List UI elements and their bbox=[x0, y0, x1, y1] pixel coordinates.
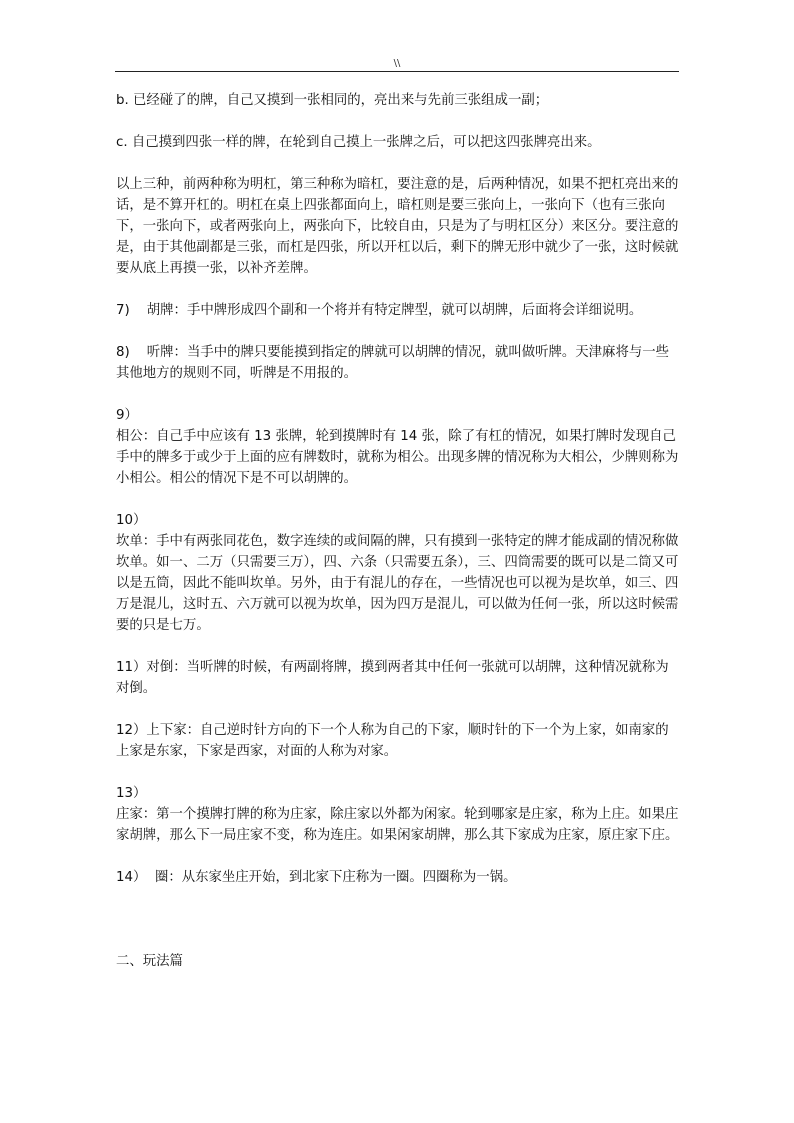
page-header-mark: \\ bbox=[393, 58, 401, 69]
paragraph-item-7: 7) 胡牌：手中牌形成四个副和一个将并有特定牌型，就可以胡牌，后面将会详细说明。 bbox=[116, 303, 643, 318]
paragraph-gang-summary: 以上三种，前两种称为明杠，第三种称为暗杠，要注意的是，后两种情况，如果不把杠亮出来的话，是不算开杠的。明杠在桌上四张都面向上，暗杠则是要三张向上，一张向下（也有三张向下，一张向下，或者两张向上，两张向下，比较自由，只是为了与明杠区分）来区分。要注意的是，由于其他副都是三张，而杠是四张，所以开杠以后，剩下的牌无形中就少了一张，这时候就要从底上再摸一张，以补齐差牌。 bbox=[116, 177, 679, 276]
paragraph-item-9: 9） 相公：自己手中应该有 13 张牌，轮到摸牌时有 14 张，除了有杠的情况，如果打牌时发现自己手中的牌多于或少于上面的应有牌数时，就称为相公。出现多牌的情况称为大相公，少牌则称为小相公。相公的情况下是不可以胡牌的。 bbox=[116, 408, 679, 486]
header-rule bbox=[115, 71, 679, 72]
paragraph-item-13: 13） 庄家：第一个摸牌打牌的称为庄家，除庄家以外都为闲家。轮到哪家是庄家，称为上庄。如果庄家胡牌，那么下一局庄家不变，称为连庄。如果闲家胡牌，那么其下家成为庄家，原庄家下庄。 bbox=[116, 786, 679, 843]
document-body bbox=[116, 90, 682, 972]
paragraph-rule-b: b. 已经碰了的牌，自己又摸到一张相同的，亮出来与先前三张组成一副； bbox=[116, 93, 549, 108]
section-heading: 二、玩法篇 bbox=[116, 954, 183, 969]
paragraph-item-10: 10） 坎单：手中有两张同花色，数字连续的或间隔的牌，只有摸到一张特定的牌才能成副的情况称做坎单。如一、二万（只需要三万），四、六条（只需要五条），三、四筒需要的既可以是二筒又可以是五筒，因此不能叫坎单。另外，由于有混儿的存在，一些情况也可以视为是坎单，如三、四万是混儿，这时五、六万就可以视为坎单，因为四万是混儿，可以做为任何一张，所以这时候需要的只是七万。 bbox=[116, 513, 679, 633]
paragraph-item-11: 11）对倒：当听牌的时候，有两副将牌，摸到两者其中任何一张就可以胡牌，这种情况就称为对倒。 bbox=[116, 660, 669, 696]
paragraph-item-12: 12）上下家：自己逆时针方向的下一个人称为自己的下家，顺时针的下一个为上家，如南家的上家是东家，下家是西家，对面的人称为对家。 bbox=[116, 723, 669, 759]
paragraph-item-8: 8) 听牌：当手中的牌只要能摸到指定的牌就可以胡牌的情况，就叫做听牌。天津麻将与一些其他地方的规则不同，听牌是不用报的。 bbox=[116, 345, 670, 381]
paragraph-rule-c: c. 自己摸到四张一样的牌，在轮到自己摸上一张牌之后，可以把这四张牌亮出来。 bbox=[116, 135, 601, 150]
paragraph-item-14: 14） 圈：从东家坐庄开始，到北家下庄称为一圈。四圈称为一锅。 bbox=[116, 870, 517, 885]
